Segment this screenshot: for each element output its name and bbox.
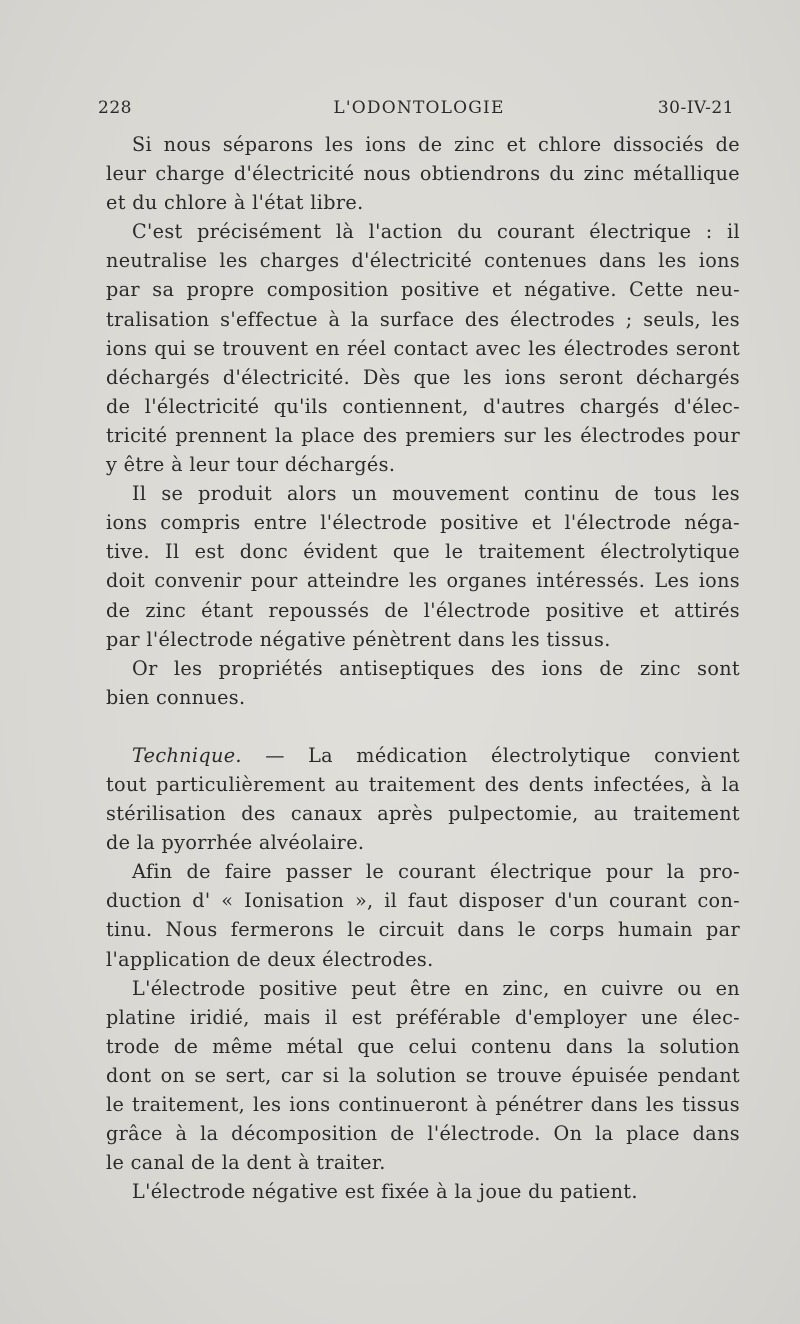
paragraph-negative-electrode bbox=[106, 1177, 740, 1206]
text-line: y être à leur tour déchargés. bbox=[106, 453, 396, 477]
text-line: de l'électricité qu'ils contiennent, d'autres chargés d'élec- bbox=[106, 394, 740, 418]
page-number: 228 bbox=[98, 98, 132, 118]
text-line: duction d' « Ionisation », il faut disposer d'un courant con- bbox=[106, 889, 740, 913]
text-line: déchargés d'électricité. Dès que les ions seront déchargés bbox=[106, 365, 740, 389]
text-line: tralisation s'effectue à la surface des électrodes ; seuls, les bbox=[106, 307, 740, 331]
journal-title: L'ODONTOLOGIE bbox=[333, 98, 505, 118]
section-title: Technique. bbox=[132, 743, 242, 767]
text-line: l'application de deux électrodes. bbox=[106, 947, 434, 971]
text-line: Il se produit alors un mouvement continu de tous les bbox=[132, 482, 740, 506]
section-spacer bbox=[106, 712, 740, 741]
paragraph-continuous-movement bbox=[106, 479, 740, 654]
text-line: L'électrode négative est fixée à la joue du patient. bbox=[132, 1180, 638, 1204]
text-line: bien connues. bbox=[106, 685, 246, 709]
text-line: Si nous séparons les ions de zinc et chlore dissociés de bbox=[132, 133, 740, 156]
text-line: trode de même métal que celui contenu dans la solution bbox=[106, 1034, 740, 1058]
text-line: dont on se sert, car si la solution se trouve épuisée pendant bbox=[106, 1063, 740, 1087]
text-line: ions qui se trouvent en réel contact avec les électrodes seront bbox=[106, 336, 740, 360]
paragraph-current-action bbox=[106, 217, 740, 479]
text-line: tout particulièrement au traitement des dents infectées, à la bbox=[106, 772, 740, 796]
running-head bbox=[98, 95, 740, 121]
text-line: le canal de la dent à traiter. bbox=[106, 1151, 386, 1175]
paragraph-positive-electrode bbox=[106, 974, 740, 1178]
text-line: tive. Il est donc évident que le traitement électrolytique bbox=[106, 540, 740, 564]
paragraph-ionisation bbox=[106, 857, 740, 973]
paragraph-technique bbox=[106, 741, 740, 857]
text-line bbox=[106, 741, 740, 770]
text-line: leur charge d'électricité nous obtiendrons du zinc métallique bbox=[106, 162, 740, 186]
text-line: de la pyorrhée alvéolaire. bbox=[106, 831, 365, 855]
text-line: L'électrode positive peut être en zinc, en cuivre ou en bbox=[132, 976, 740, 1000]
text-line: neutralise les charges d'électricité contenues dans les ions bbox=[106, 249, 740, 273]
text-line: platine iridié, mais il est préférable d'employer une élec- bbox=[106, 1005, 740, 1029]
text-line: Afin de faire passer le courant électrique pour la pro- bbox=[132, 860, 740, 884]
text-line: tricité prennent la place des premiers sur les électrodes pour bbox=[106, 423, 740, 447]
text-line: C'est précisément là l'action du courant électrique : il bbox=[132, 220, 740, 244]
text-line: de zinc étant repoussés de l'électrode positive et attirés bbox=[106, 598, 740, 622]
text-line: grâce à la décomposition de l'électrode. On la place dans bbox=[106, 1122, 740, 1146]
text-line: doit convenir pour atteindre les organes intéressés. Les ions bbox=[106, 569, 740, 593]
text-line: par sa propre composition positive et négative. Cette neu- bbox=[106, 278, 740, 302]
text-line: tinu. Nous fermerons le circuit dans le corps humain par bbox=[106, 918, 740, 942]
issue-date: 30-IV-21 bbox=[657, 98, 734, 118]
paragraph-ion-separation bbox=[106, 130, 740, 217]
paragraph-antiseptic-properties bbox=[106, 654, 740, 712]
text-line: le traitement, les ions continueront à pénétrer dans les tissus bbox=[106, 1093, 740, 1116]
body-text bbox=[106, 130, 740, 1206]
text-line: par l'électrode négative pénètrent dans les tissus. bbox=[106, 627, 611, 651]
text-line: Or les propriétés antiseptiques des ions de zinc sont bbox=[132, 656, 740, 680]
text-line: et du chlore à l'état libre. bbox=[106, 191, 364, 215]
text-fragment: — La médication électrolytique convient bbox=[241, 743, 740, 767]
text-line: stérilisation des canaux après pulpectomie, au traitement bbox=[106, 802, 740, 826]
text-line: ions compris entre l'électrode positive et l'électrode néga- bbox=[106, 511, 740, 535]
